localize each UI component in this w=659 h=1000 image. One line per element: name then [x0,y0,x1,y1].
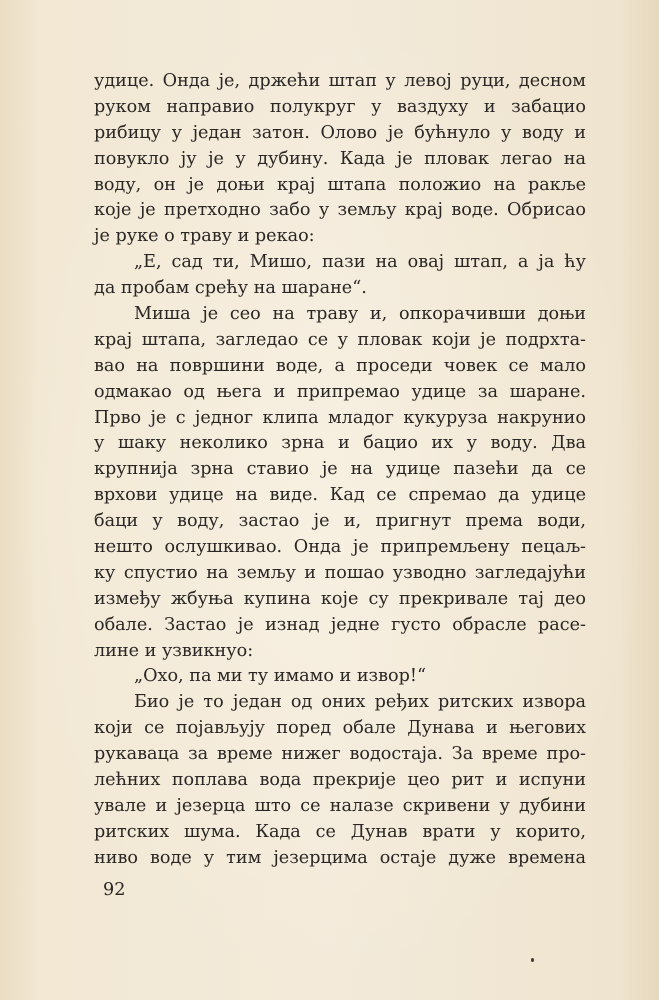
page-number: 92 [103,880,126,900]
text-line: вао на површини воде, а проседи човек се мало [94,355,586,376]
text-line: између жбуња купина које су прекривале тај део [94,588,586,609]
text-line: одмакао од њега и припремао удице за шаране. [94,381,586,402]
text-line: „Е, сад ти, Мишо, пази на овај штап, а ја ћу [134,252,586,273]
body-text [94,69,586,872]
text-line: ритских шума. Када се Дунав врати у корито, [94,821,586,842]
text-line: рибицу у један затон. Олово је бућнуло у воду и [94,122,586,143]
text-line: у шаку неколико зрна и бацио их у воду. Два [94,433,586,454]
text-line: нешто ослушкивао. Онда је припремљену пецаљ- [94,537,586,558]
text-line: Прво је с једног клипа младог кукуруза накрунио [94,407,586,428]
text-line: руком направио полукруг у ваздуху и забацио [94,96,586,117]
text-line: повукло ју је у дубину. Када је пловак легао на [94,148,586,169]
text-line: воду, он је доњи крај штапа положио на ракље [94,174,586,195]
text-line: увале и језерца што се налазе скривени у дубини [94,795,586,816]
text-line: Био је то један од оних ређих ритских извора [134,692,586,713]
text-line: да пробам срећу на шаране“. [94,278,367,299]
text-line: Миша је сео на траву и, опкорачивши доњи [134,304,586,325]
text-line: ниво воде у тим језерцима остаје дуже времена [94,847,586,868]
text-line: ку спустио на земљу и пошао узводно загледајући [94,562,586,583]
text-line: удице. Онда је, држећи штап у левој руци, десном [94,71,586,91]
text-line: који се појављују поред обале Дунава и његових [94,718,586,739]
text-line: врхови удице на виде. Кад се спремао да удице [94,485,586,506]
text-line: крупнија зрна ставио је на удице пазећи да се [94,459,586,480]
text-line: рукаваца за време нижег водостаја. За време про- [94,744,586,765]
ink-speck [531,958,534,962]
text-line: „Охо, па ми ту имамо и извор!“ [134,666,426,687]
text-line: лине и узвикнуо: [94,640,254,661]
text-line: обале. Застао је изнад једне густо обрасле расе- [94,614,586,635]
text-line: лећних поплава вода прекрије цео рит и испуни [94,770,586,791]
text-line: крај штапа, загледао се у пловак који је подрхта- [94,329,586,350]
text-line: је руке о траву и рекао: [94,226,315,247]
text-line: које је претходно забо у земљу крај воде. Обрисао [94,200,586,221]
text-line: баци у воду, застао је и, пригнут према води, [94,511,586,532]
